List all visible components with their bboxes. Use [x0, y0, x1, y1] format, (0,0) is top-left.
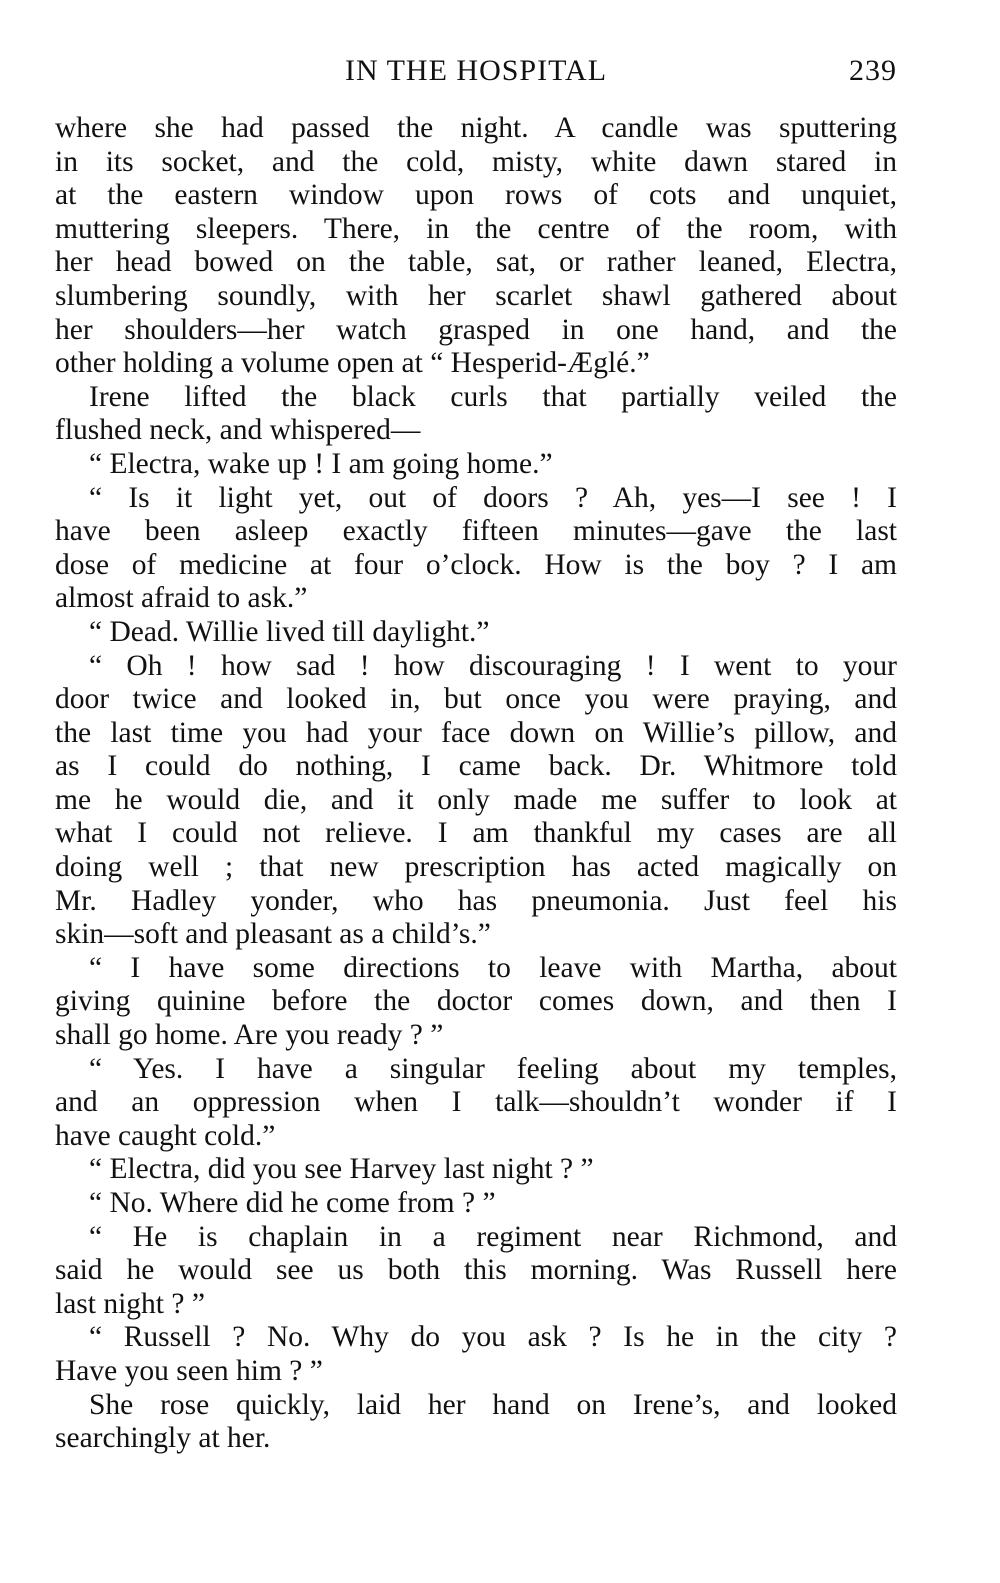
text-line: said he would see us both this morning. Was Russell here: [55, 1254, 897, 1287]
text-line: last night ? ”: [55, 1287, 205, 1320]
text-line: “ Russell ? No. Why do you ask ? Is he in the city ?: [89, 1321, 897, 1354]
text-line: doing well ; that new prescription has acted magically on: [55, 851, 897, 884]
text-line: “ No. Where did he come from ? ”: [89, 1187, 496, 1219]
text-line: “ I have some directions to leave with Martha, about: [89, 951, 897, 984]
text-line: slumbering soundly, with her scarlet shawl gathered about: [55, 279, 897, 312]
body-text: [55, 112, 897, 1456]
text-line: searchingly at her.: [55, 1422, 271, 1455]
text-line: She rose quickly, laid her hand on Irene’s, and looked: [89, 1388, 897, 1421]
running-title: IN THE HOSPITAL: [344, 54, 608, 87]
text-line: in its socket, and the cold, misty, white dawn stared in: [55, 145, 897, 178]
text-line: almost afraid to ask.”: [55, 582, 308, 615]
text-line: Mr. Hadley yonder, who has pneumonia. Just feel his: [55, 884, 897, 917]
text-line: muttering sleepers. There, in the centre of the room, with: [55, 212, 897, 245]
text-line: where she had passed the night. A candle was sputtering: [55, 112, 897, 144]
text-line: and an oppression when I talk—shouldn’t wonder if I: [55, 1086, 897, 1119]
text-line: her head bowed on the table, sat, or rather leaned, Electra,: [55, 246, 897, 279]
text-line: “ Oh ! how sad ! how discouraging ! I went to your: [89, 649, 897, 682]
text-line: at the eastern window upon rows of cots and unquiet,: [55, 179, 897, 212]
text-line: flushed neck, and whispered—: [55, 414, 421, 447]
running-head: [55, 54, 897, 94]
text-line: Have you seen him ? ”: [55, 1354, 323, 1387]
text-line: dose of medicine at four o’clock. How is the boy ? I am: [55, 548, 897, 581]
text-line: what I could not relieve. I am thankful my cases are all: [55, 817, 897, 850]
page-number: 239: [849, 54, 897, 87]
text-line: skin—soft and pleasant as a child’s.”: [55, 918, 491, 951]
text-line: “ Electra, did you see Harvey last night ? ”: [89, 1153, 594, 1186]
text-line: “ Dead. Willie lived till daylight.”: [89, 615, 490, 648]
text-line: door twice and looked in, but once you were praying, and: [55, 683, 897, 716]
text-line: “ He is chaplain in a regiment near Richmond, and: [89, 1220, 897, 1253]
text-line: her shoulders—her watch grasped in one hand, and the: [55, 313, 897, 346]
text-line: shall go home. Are you ready ? ”: [55, 1019, 444, 1052]
text-line: the last time you had your face down on Willie’s pillow, and: [55, 716, 897, 749]
text-line: other holding a volume open at “ Hesperid-Æglé.”: [55, 347, 650, 380]
text-line: “ Yes. I have a singular feeling about my temples,: [89, 1052, 897, 1085]
text-line: giving quinine before the doctor comes down, and then I: [55, 985, 897, 1018]
text-line: Irene lifted the black curls that partially veiled the: [89, 380, 897, 413]
text-line: me he would die, and it only made me suffer to look at: [55, 783, 897, 816]
text-line: have been asleep exactly fifteen minutes—gave the last: [55, 515, 897, 548]
text-line: as I could do nothing, I came back. Dr. Whitmore told: [55, 750, 897, 783]
text-line: “ Electra, wake up ! I am going home.”: [89, 447, 553, 480]
text-line: “ Is it light yet, out of doors ? Ah, yes—I see ! I: [89, 481, 897, 514]
text-line: have caught cold.”: [55, 1119, 276, 1152]
